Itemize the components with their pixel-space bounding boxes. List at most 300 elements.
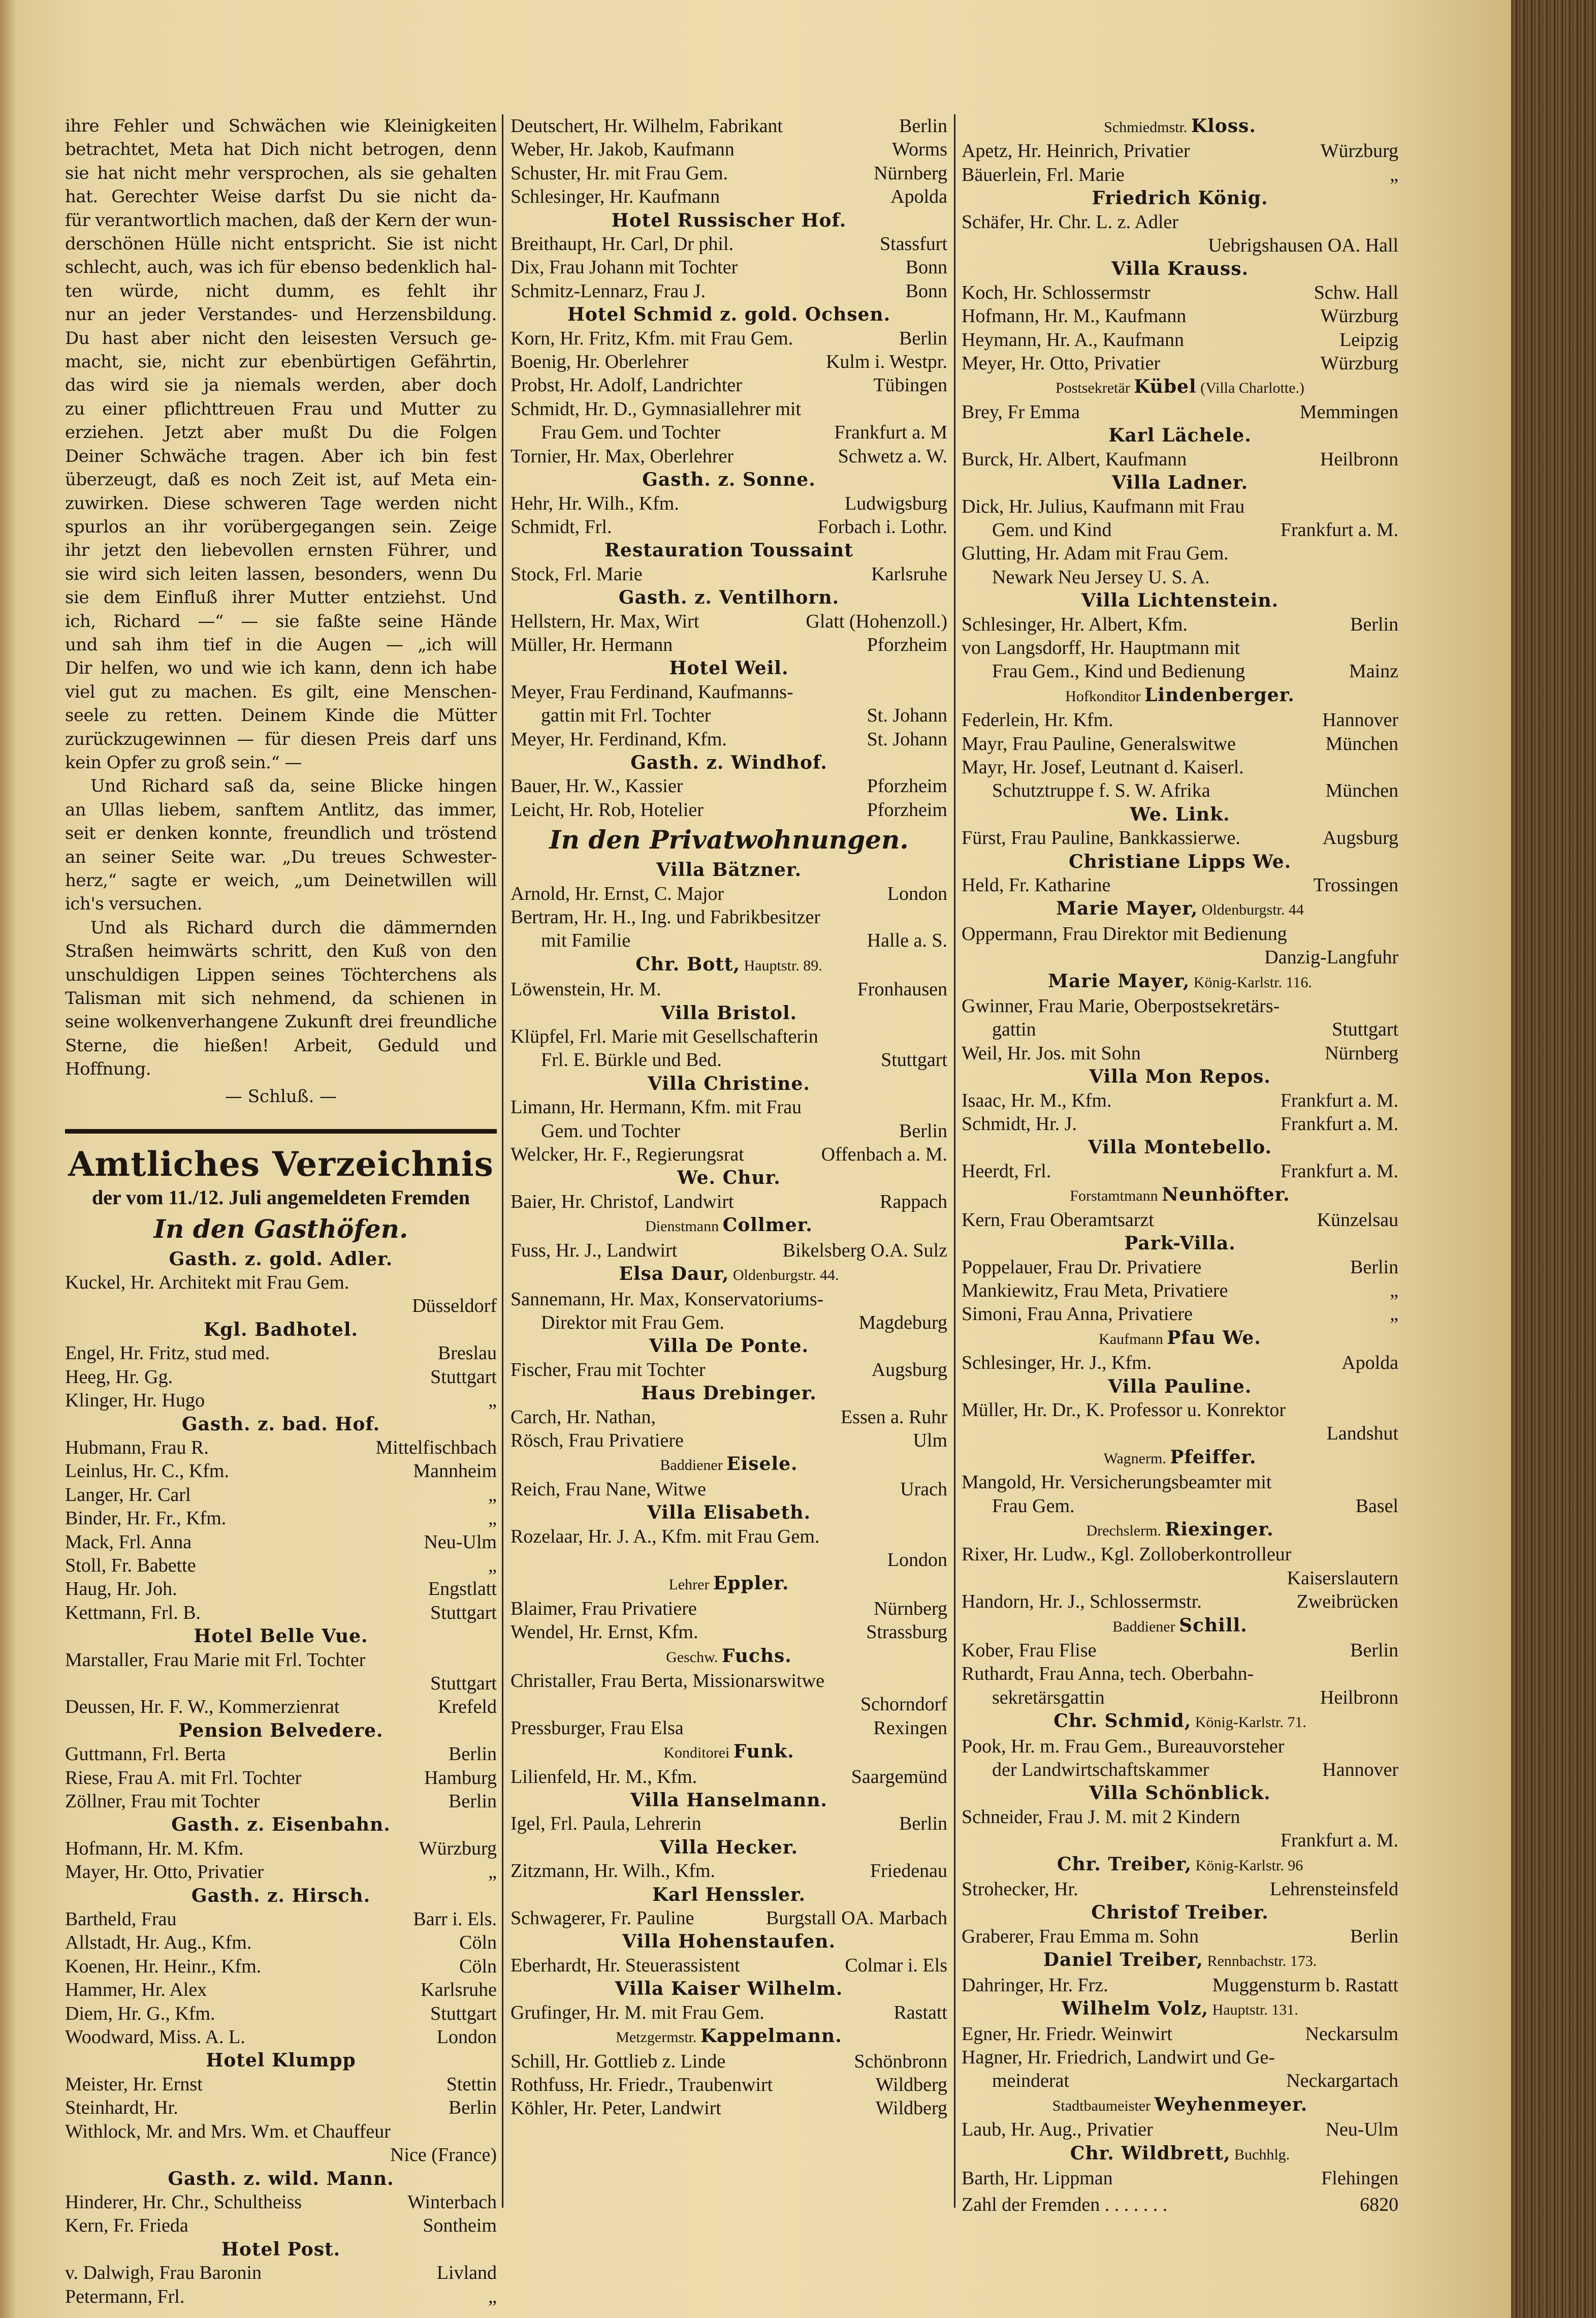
guest-origin: Trossingen [1313, 874, 1398, 896]
story-line: und sah ihm tief in die Augen — „ich will [65, 634, 497, 655]
guest-origin: Berlin [449, 1791, 497, 1812]
guest-entry [510, 1358, 947, 1382]
guest-entry [962, 1302, 1398, 1326]
story-line: Und als Richard durch die dämmernden [90, 917, 497, 938]
guest-origin: Augsburg [1322, 827, 1398, 849]
guest-entry [510, 1859, 947, 1883]
guest-name: Kettmann, Frl. B. [65, 1602, 201, 1623]
guest-origin [941, 1095, 947, 1119]
guest-origin: Berlin [1350, 1925, 1398, 1947]
guest-name: Breithaupt, Hr. Carl, Dr phil. [510, 233, 734, 255]
guest-origin: Forbach i. Lothr. [817, 516, 947, 538]
column-divider [954, 114, 955, 2208]
guest-origin: Schönbronn [854, 2050, 947, 2072]
guest-origin: Berlin [899, 327, 947, 349]
guest-origin: Krefeld [437, 1696, 497, 1718]
lodging-heading [65, 1413, 497, 1436]
guest-origin: Friedenau [870, 1860, 947, 1882]
story-end: — Schluß. — [225, 1086, 337, 1107]
guest-origin: Frankfurt a. M. [1280, 1160, 1398, 1182]
lodging-name: Funk. [733, 1741, 794, 1763]
guest-entry [510, 1716, 947, 1740]
guest-entry [962, 2167, 1398, 2190]
story-line: Und Richard saß da, seine Blicke hingen [90, 776, 497, 797]
lodging-heading [962, 803, 1398, 826]
lodging-heading [510, 1883, 947, 1906]
guest-name: Dick, Hr. Julius, Kaufmann mit Frau [962, 495, 1245, 517]
guest-origin [491, 2120, 497, 2143]
lodging-heading-prefix: Baddiener [1112, 1618, 1179, 1635]
guest-entry [65, 1365, 497, 1389]
section-rule [65, 1129, 497, 1134]
guest-origin: Urach [900, 1478, 947, 1500]
guest-entry [65, 1483, 497, 1507]
guest-name: Meyer, Hr. Otto, Privatier [962, 353, 1161, 374]
lodging-heading [510, 1572, 947, 1596]
guest-name: Hofmann, Hr. M. Kfm. [65, 1837, 244, 1859]
guest-entry [510, 1429, 947, 1452]
guest-origin: Nice (France) [390, 2144, 497, 2166]
lodging-heading [65, 1813, 497, 1836]
guest-entry [65, 1507, 497, 1530]
guest-name: Schuster, Hr. mit Frau Gem. [510, 162, 728, 184]
guest-name: Christaller, Frau Berta, Missionarswitwe [510, 1670, 824, 1691]
lodging-heading [962, 1446, 1398, 1470]
guest-entry [962, 636, 1398, 660]
guest-origin: Künzelsau [1317, 1209, 1398, 1231]
guest-origin: Apolda [1342, 1352, 1398, 1374]
guest-entry [962, 448, 1398, 471]
guest-list-middle [510, 114, 947, 2120]
lodging-name: Haus Drebinger. [641, 1383, 817, 1404]
lodging-name: Karl Lächele. [1108, 425, 1252, 447]
guest-name: Apetz, Hr. Heinrich, Privatier [962, 140, 1190, 162]
guest-entry [65, 1554, 497, 1577]
guest-origin: Stuttgart [430, 2002, 497, 2024]
lodging-heading-prefix: Baddiener [660, 1457, 727, 1474]
guest-origin: St. Johann [867, 728, 947, 750]
guest-name: Baier, Hr. Christof, Landwirt [510, 1191, 734, 1212]
guest-entry [65, 1931, 497, 1954]
guest-origin: Frankfurt a. M. [1280, 519, 1398, 541]
guest-origin [1392, 1662, 1398, 1685]
guest-name: Petermann, Frl. [65, 2285, 185, 2307]
lodging-heading [962, 1709, 1398, 1734]
guest-origin: Breslau [437, 1342, 497, 1364]
lodging-heading-prefix: Kaufmann [1099, 1330, 1167, 1348]
guest-name: sekretärsgattin [992, 1686, 1105, 1708]
guest-origin: Wildberg [875, 2097, 947, 2119]
story-line: nur an jeder Verstandes- und Herzensbildung. [65, 304, 497, 325]
guest-entry [962, 1639, 1398, 1662]
story-line: ten würde, nicht dumm, es fehlt ihr [65, 280, 497, 301]
lodging-heading [510, 953, 947, 978]
lodging-heading [962, 683, 1398, 708]
guest-name: Woodward, Miss. A. L. [65, 2026, 245, 2048]
guest-name: Löwenstein, Hr. M. [510, 979, 661, 1000]
lodging-heading [962, 1781, 1398, 1805]
lodging-name: Hotel Klumpp [206, 2050, 356, 2072]
lodging-heading [65, 2167, 497, 2190]
story-line: herz,“ sagte er weich, „um Deinetwillen will [65, 870, 497, 891]
guest-name: Schneider, Frau J. M. mit 2 Kindern [962, 1806, 1240, 1828]
guest-entry [65, 2261, 497, 2284]
lodging-name: Hotel Schmid z. gold. Ochsen. [567, 304, 891, 326]
lodging-heading [510, 656, 947, 680]
guest-name: Klinger, Hr. Hugo [65, 1390, 205, 1412]
guest-name: Barth, Hr. Lippman [962, 2167, 1113, 2189]
story-line: derschönen Hülle nicht entspricht. Sie ist nicht [65, 234, 497, 255]
story-line: zuwirken. Diese schweren Tage werden nicht [65, 493, 497, 514]
lodging-name: Chr. Bott, [635, 953, 741, 975]
guest-name: Tornier, Hr. Max, Oberlehrer [510, 445, 733, 467]
guest-origin: Mittelfischbach [375, 1436, 497, 1458]
guest-origin: Kulm i. Westpr. [825, 351, 947, 373]
guest-name: Schwagerer, Fr. Pauline [510, 1907, 694, 1929]
guest-origin: Ulm [913, 1429, 947, 1451]
guest-origin: „ [488, 1390, 497, 1412]
guest-origin: Barr i. Els. [413, 1908, 497, 1930]
lodging-heading [962, 471, 1398, 494]
guest-origin: Muggensturm b. Rastatt [1212, 1974, 1398, 1996]
lodging-heading [510, 1072, 947, 1095]
lodging-heading [962, 589, 1398, 612]
story-line: ich's versuchen. [65, 894, 203, 915]
guest-entry [510, 1597, 947, 1620]
lodging-address: Hauptstr. 131. [1208, 2001, 1298, 2019]
guest-entry [510, 610, 947, 633]
guest-entry [510, 1765, 947, 1789]
guest-entry [962, 1256, 1398, 1279]
lodging-name: Christof Treiber. [1091, 1902, 1269, 1924]
guest-name: Igel, Frl. Paula, Lehrerin [510, 1813, 701, 1835]
guest-entry [510, 515, 947, 539]
guest-entry [510, 978, 947, 1001]
lodging-name: Villa Elisabeth. [647, 1502, 811, 1524]
lodging-name: Kübel [1134, 376, 1197, 398]
lodging-heading [962, 1326, 1398, 1351]
guest-entry [510, 1190, 947, 1213]
guest-entry [510, 1954, 947, 1977]
guest-origin: Stuttgart [430, 1672, 497, 1694]
guest-name: Fürst, Frau Pauline, Bankkassierwe. [962, 827, 1240, 849]
guest-origin: Frankfurt a. M [834, 422, 947, 444]
story-line: sie hat nicht mehr versprochen, als sie gehalten [65, 163, 497, 183]
lodging-heading [962, 424, 1398, 447]
guest-name: Schlesinger, Hr. Albert, Kfm. [962, 613, 1188, 635]
guest-entry [510, 445, 947, 468]
guest-origin: Nürnberg [874, 1597, 947, 1619]
lodging-name: Christiane Lipps We. [1068, 851, 1292, 872]
guest-list-right [962, 114, 1398, 2190]
section-hotels-heading: In den Gasthöfen. [153, 1213, 408, 1244]
guest-origin: Bonn [905, 257, 947, 278]
guest-origin [1392, 542, 1398, 565]
guest-name: Schmidt, Hr. D., Gymnasiallehrer mit [510, 398, 802, 420]
guest-entry [510, 421, 947, 444]
guest-entry [510, 162, 947, 185]
lodging-heading [510, 1213, 947, 1238]
guest-entry [962, 139, 1398, 163]
lodging-heading [510, 1001, 947, 1025]
guest-entry [510, 798, 947, 822]
guest-origin: Neu-Ulm [1325, 2119, 1398, 2141]
guest-name: Hellstern, Hr. Max, Wirt [510, 610, 699, 632]
lodging-heading [962, 1518, 1398, 1543]
guest-name: Brey, Fr Emma [962, 401, 1080, 423]
guest-origin: Neckargartach [1286, 2070, 1398, 2092]
guest-entry [510, 2073, 947, 2096]
lodging-name: Elsa Daur, [619, 1263, 729, 1285]
story-line: an seiner Seite war. „Du treues Schwester- [65, 847, 497, 867]
guest-origin: Worms [892, 139, 947, 161]
guest-origin: Lehrensteinsfeld [1269, 1878, 1398, 1900]
lodging-name: Villa Pauline. [1108, 1375, 1252, 1397]
lodging-heading [65, 1318, 497, 1341]
guest-name: Deutschert, Hr. Wilhelm, Fabrikant [510, 115, 783, 137]
guest-entry [65, 1341, 497, 1365]
guest-name: Frl. E. Bürkle und Bed. [541, 1049, 722, 1071]
guest-entry [510, 2096, 947, 2120]
guest-entry [510, 929, 947, 952]
guest-origin: „ [1390, 164, 1398, 185]
guest-name: Weil, Hr. Jos. mit Sohn [962, 1042, 1141, 1064]
guest-origin: Pforzheim [867, 799, 947, 821]
guest-entry [962, 566, 1398, 589]
story-line: Talisman mit sich nehmend, da schienen in [65, 988, 497, 1009]
guest-entry [510, 1693, 947, 1716]
lodging-heading [962, 1183, 1398, 1208]
guest-entry [65, 2214, 497, 2237]
lodging-address: (Villa Charlotte.) [1196, 380, 1304, 397]
lodging-name: Hotel Weil. [669, 657, 789, 679]
guest-name: Reich, Frau Nane, Witwe [510, 1478, 707, 1500]
lodging-heading [510, 1262, 947, 1287]
guest-name: Mayer, Hr. Otto, Privatier [65, 1861, 264, 1883]
lodging-heading-prefix: Metzgermstr. [616, 2029, 700, 2046]
guest-name: Schlesinger, Hr. J., Kfm. [962, 1352, 1152, 1374]
guest-name: Leinlus, Hr. C., Kfm. [65, 1460, 229, 1482]
lodging-name: Friedrich König. [1092, 187, 1268, 209]
guest-name: Isaac, Hr. M., Kfm. [962, 1089, 1112, 1111]
lodging-heading [962, 1375, 1398, 1398]
guest-origin: Cöln [459, 1932, 497, 1954]
guest-origin: Landshut [1326, 1423, 1398, 1445]
lodging-name: Gasth. z. Ventilhorn. [618, 587, 840, 609]
guest-origin: Uebrigshausen OA. Hall [1208, 235, 1398, 257]
guest-name: Federlein, Hr. Kfm. [962, 709, 1113, 731]
guest-origin: Cöln [459, 1955, 497, 1977]
guest-entry [962, 1925, 1398, 1948]
lodging-heading [962, 1232, 1398, 1255]
lodging-heading [962, 1853, 1398, 1877]
guest-entry [962, 1279, 1398, 1302]
lodging-heading [65, 2049, 497, 2072]
guest-origin [941, 905, 947, 929]
guest-origin: Basel [1355, 1495, 1398, 1517]
guest-origin: Stuttgart [430, 1366, 497, 1388]
guest-name: Deussen, Hr. F. W., Kommerzienrat [65, 1696, 340, 1718]
story-line: Du hast aber nicht den leisesten Versuch ge- [65, 328, 497, 349]
lodging-name: Park-Villa. [1124, 1233, 1236, 1255]
guest-entry [510, 905, 947, 929]
story-line: Hoffnung. [65, 1059, 151, 1080]
guest-origin [941, 1525, 947, 1548]
guest-origin: „ [1390, 1303, 1398, 1325]
guest-name: Limann, Hr. Hermann, Kfm. mit Frau [510, 1097, 802, 1118]
lodging-name: Fuchs. [721, 1645, 792, 1667]
guest-name: Riese, Frau A. mit Frl. Tochter [65, 1767, 302, 1789]
guest-origin: Hannover [1322, 709, 1398, 731]
lodging-name: Villa Montebello. [1088, 1137, 1272, 1158]
guest-name: Sannemann, Hr. Max, Konservatoriums- [510, 1288, 824, 1310]
guest-name: mit Familie [541, 930, 631, 952]
guest-origin: Schwetz a. W. [838, 445, 947, 467]
lodging-heading [962, 1901, 1398, 1924]
guest-origin: Stettin [446, 2073, 497, 2095]
guest-entry [962, 779, 1398, 802]
lodging-name: Villa Schönblick. [1089, 1782, 1271, 1804]
lodging-heading [510, 1334, 947, 1358]
guest-name: Mankiewitz, Frau Meta, Privatiere [962, 1279, 1228, 1301]
guest-name: meinderat [992, 2070, 1069, 2092]
lodging-heading [510, 1452, 947, 1477]
guest-entry [510, 1095, 947, 1119]
guest-name: Schutztruppe f. S. W. Afrika [992, 780, 1210, 802]
guest-origin: Magdeburg [858, 1311, 947, 1333]
guest-origin [1392, 994, 1398, 1018]
guest-entry [65, 1742, 497, 1766]
lodging-name: Gasth. z. bad. Hof. [181, 1413, 380, 1435]
story-line: an Ullas liebem, sanftem Antlitz, das immer, [65, 799, 497, 820]
guest-name: Ruthardt, Frau Anna, tech. Oberbahn- [962, 1663, 1254, 1685]
guest-name: Frau Gem. [992, 1495, 1075, 1517]
story-line: ihre Fehler und Schwächen wie Kleinigkeiten [65, 116, 497, 136]
guest-origin: München [1325, 780, 1398, 802]
lodging-heading-prefix: Dienstmann [645, 1218, 723, 1235]
lodging-name: Lindenberger. [1144, 684, 1295, 706]
lodging-name: Villa Hanselmann. [630, 1790, 827, 1811]
lodging-name: Gasth. z. gold. Adler. [169, 1248, 393, 1270]
guest-origin: Sontheim [423, 2215, 497, 2237]
guest-name: Köhler, Hr. Peter, Landwirt [510, 2097, 721, 2119]
lodging-name: Neunhöfter. [1162, 1184, 1290, 1206]
guest-origin: Würzburg [419, 1837, 497, 1859]
guest-entry [962, 1590, 1398, 1613]
guest-entry [962, 304, 1398, 328]
lodging-heading [962, 1065, 1398, 1088]
guest-name: Hagner, Hr. Friedrich, Landwirt und Ge- [962, 2046, 1275, 2068]
guest-entry [65, 1577, 497, 1601]
guest-name: Heymann, Hr. A., Kaufmann [962, 329, 1184, 351]
guest-name: Meister, Hr. Ernst [65, 2073, 203, 2095]
guest-name: Boenig, Hr. Oberlehrer [510, 351, 689, 373]
guest-name: Handorn, Hr. J., Schlossermstr. [962, 1591, 1202, 1613]
guest-entry [510, 185, 947, 208]
guest-name: Eberhardt, Hr. Steuerassistent [510, 1954, 740, 1976]
guest-name: Kuckel, Hr. Architekt mit Frau Gem. [65, 1272, 349, 1294]
guest-entry [962, 1543, 1398, 1566]
guest-entry [510, 680, 947, 704]
guest-entry [510, 256, 947, 279]
lodging-heading [65, 1884, 497, 1907]
guest-origin: Nürnberg [874, 162, 947, 184]
guest-name: Mangold, Hr. Versicherungsbeamter mit [962, 1471, 1272, 1493]
lodging-name: Villa Christine. [648, 1073, 810, 1094]
guest-name: von Langsdorff, Hr. Hauptmann mit [962, 637, 1240, 659]
guest-name: Hinderer, Hr. Chr., Schultheiss [65, 2191, 302, 2213]
guest-entry [962, 613, 1398, 636]
guest-origin: London [887, 1549, 947, 1571]
guest-name: Haug, Hr. Joh. [65, 1578, 177, 1600]
guest-entry [65, 1695, 497, 1718]
guest-name: Schmidt, Hr. J. [962, 1113, 1077, 1135]
guest-name: Zitzmann, Hr. Wilh., Kfm. [510, 1860, 716, 1882]
story-line: zurückzugewinnen — für diesen Preis darf uns [65, 729, 497, 749]
guest-origin [1392, 495, 1398, 518]
lodging-name: Daniel Treiber, [1043, 1949, 1203, 1971]
story-line: erziehen. Jetzt aber mußt Du die Folgen [65, 422, 497, 443]
lodging-heading [510, 209, 947, 232]
guest-name: Kern, Frau Oberamtsarzt [962, 1209, 1154, 1231]
lodging-heading [510, 303, 947, 326]
guest-entry [65, 1790, 497, 1813]
guest-entry [510, 114, 947, 138]
guest-name: Meyer, Hr. Ferdinand, Kfm. [510, 728, 727, 750]
guest-entry [510, 1812, 947, 1835]
guest-name: Stoll, Fr. Babette [65, 1554, 196, 1576]
guest-origin: „ [488, 1484, 497, 1506]
lodging-heading [65, 1624, 497, 1648]
story-line: macht, sie, nicht zur ebenbürtigen Gefährtin, [65, 352, 497, 372]
lodging-heading [65, 2238, 497, 2261]
guest-name: Fuss, Hr. J., Landwirt [510, 1239, 678, 1261]
guest-origin: Apolda [890, 186, 947, 208]
guest-name: Dix, Frau Johann mit Tochter [510, 257, 738, 278]
lodging-heading [510, 1930, 947, 1953]
list-title: Amtliches Verzeichnis [68, 1144, 494, 1184]
lodging-name: Riexinger. [1165, 1518, 1274, 1540]
guest-entry [510, 1478, 947, 1501]
guest-entry [65, 1837, 497, 1860]
guest-entry [510, 1405, 947, 1429]
guest-entry [510, 279, 947, 303]
guest-origin [1392, 756, 1398, 779]
guest-origin: Stuttgart [881, 1049, 947, 1071]
guest-origin: Livland [436, 2262, 497, 2284]
guest-name: Heerdt, Frl. [962, 1160, 1051, 1182]
lodging-heading [510, 751, 947, 774]
story-line: zu einer pflichttreuen Frau und Mutter zu [65, 398, 497, 419]
story-line: seit er denken konnte, freundlich und tröstend [65, 823, 497, 844]
guest-entry [962, 1422, 1398, 1445]
guest-entry [962, 946, 1398, 969]
guest-name: Lilienfeld, Hr. M., Kfm. [510, 1766, 697, 1788]
lodging-heading-prefix: Forstamtmann [1070, 1187, 1162, 1205]
guest-origin: Memmingen [1299, 401, 1398, 423]
lodging-name: We. Link. [1130, 803, 1230, 825]
book-binding [1511, 0, 1596, 2318]
guest-entry [962, 495, 1398, 518]
guest-origin: Wildberg [875, 2074, 947, 2095]
guest-entry [962, 1089, 1398, 1112]
lodging-name: Collmer. [722, 1214, 813, 1236]
guest-origin: Bonn [905, 280, 947, 302]
guest-origin: Saargemünd [851, 1766, 947, 1788]
guest-origin [491, 1271, 497, 1294]
guest-name: Bartheld, Frau [65, 1908, 177, 1930]
guest-name: Welcker, Hr. F., Regierungsrat [510, 1144, 744, 1166]
